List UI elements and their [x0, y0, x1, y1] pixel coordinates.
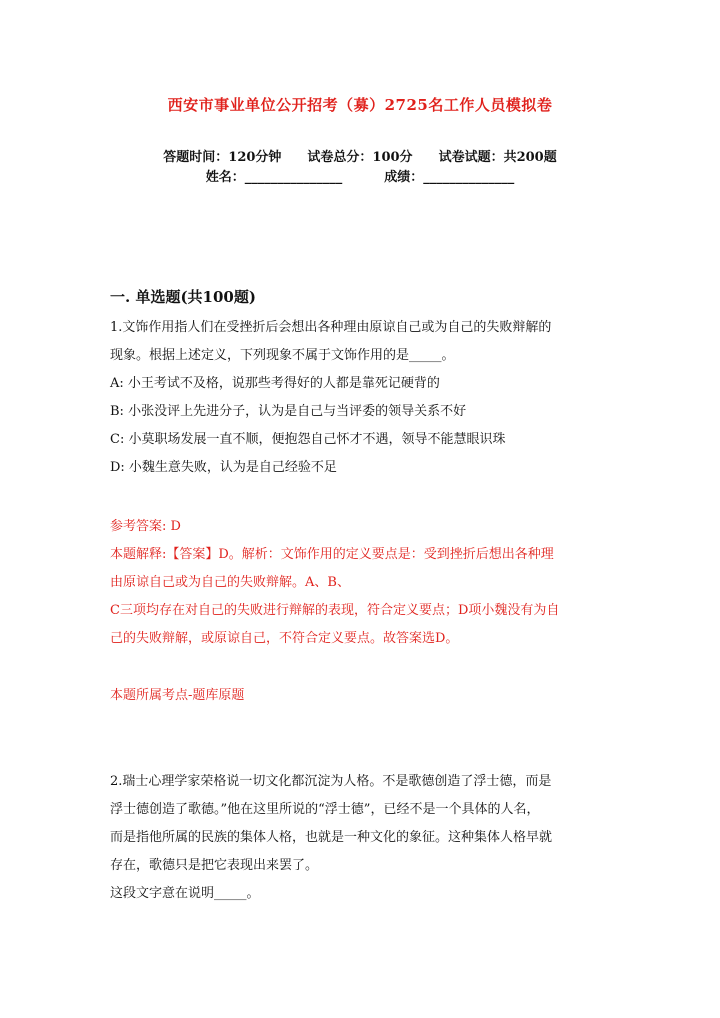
question-2-prompt: 这段文字意在说明_____。	[110, 886, 260, 901]
question-2-line: 存在，歌德只是把它表现出来罢了。	[110, 858, 319, 873]
answer-block	[110, 513, 615, 541]
question-1-line: 现象。根据上述定义，下列现象不属于文饰作用的是_____。	[110, 348, 455, 363]
score-field: 成绩：______________	[384, 170, 515, 185]
explanation-line: 由原谅自己或为自己的失败辩解。A、B、	[110, 575, 350, 590]
question-2-line: 2.瑞士心理学家荣格说一切文化都沉淀为人格。不是歌德创造了浮士德，而是	[110, 774, 552, 789]
explanation-block	[110, 541, 615, 653]
knowledge-point: 本题所属考点-题库原题	[110, 688, 245, 703]
exam-total-score: 试卷总分：100分	[307, 150, 413, 165]
reference-answer: 参考答案: D	[110, 519, 181, 534]
question-1-stem	[110, 314, 615, 370]
exam-name-row	[0, 166, 720, 185]
option-a: A: 小王考试不及格，说那些考得好的人都是靠死记硬背的	[110, 376, 440, 391]
explanation-line: C三项均存在对自己的失败进行辩解的表现，符合定义要点；D项小魏没有为自	[110, 603, 560, 618]
option-d: D: 小魏生意失败，认为是自己经验不足	[110, 460, 337, 475]
question-1-options	[110, 370, 615, 482]
question-2-stem	[110, 768, 615, 880]
exam-title: 西安市事业单位公开招考（募）2725名工作人员模拟卷	[167, 96, 553, 114]
question-2-line: 浮士德创造了歌德。”他在这里所说的“浮士德”，已经不是一个具体的人名，	[110, 802, 540, 817]
question-2-line: 而是指他所属的民族的集体人格，也就是一种文化的象征。这种集体人格早就	[110, 830, 553, 845]
exam-meta-row	[0, 146, 720, 165]
exam-time: 答题时间：120分钟	[163, 150, 282, 165]
name-field: 姓名：_______________	[205, 170, 343, 185]
question-1-line: 1.文饰作用指人们在受挫折后会想出各种理由原谅自己或为自己的失败辩解的	[110, 320, 552, 335]
explanation-line: 己的失败辩解，或原谅自己，不符合定义要点。故答案选D。	[110, 631, 459, 646]
exam-question-count: 试卷试题：共200题	[438, 150, 557, 165]
option-b: B: 小张没评上先进分子，认为是自己与当评委的领导关系不好	[110, 404, 467, 419]
section-heading: 一. 单选题(共100题)	[110, 288, 256, 306]
option-c: C: 小莫职场发展一直不顺，便抱怨自己怀才不遇，领导不能慧眼识珠	[110, 432, 506, 447]
explanation-line: 本题解释:【答案】D。解析：文饰作用的定义要点是：受到挫折后想出各种理	[110, 547, 554, 562]
